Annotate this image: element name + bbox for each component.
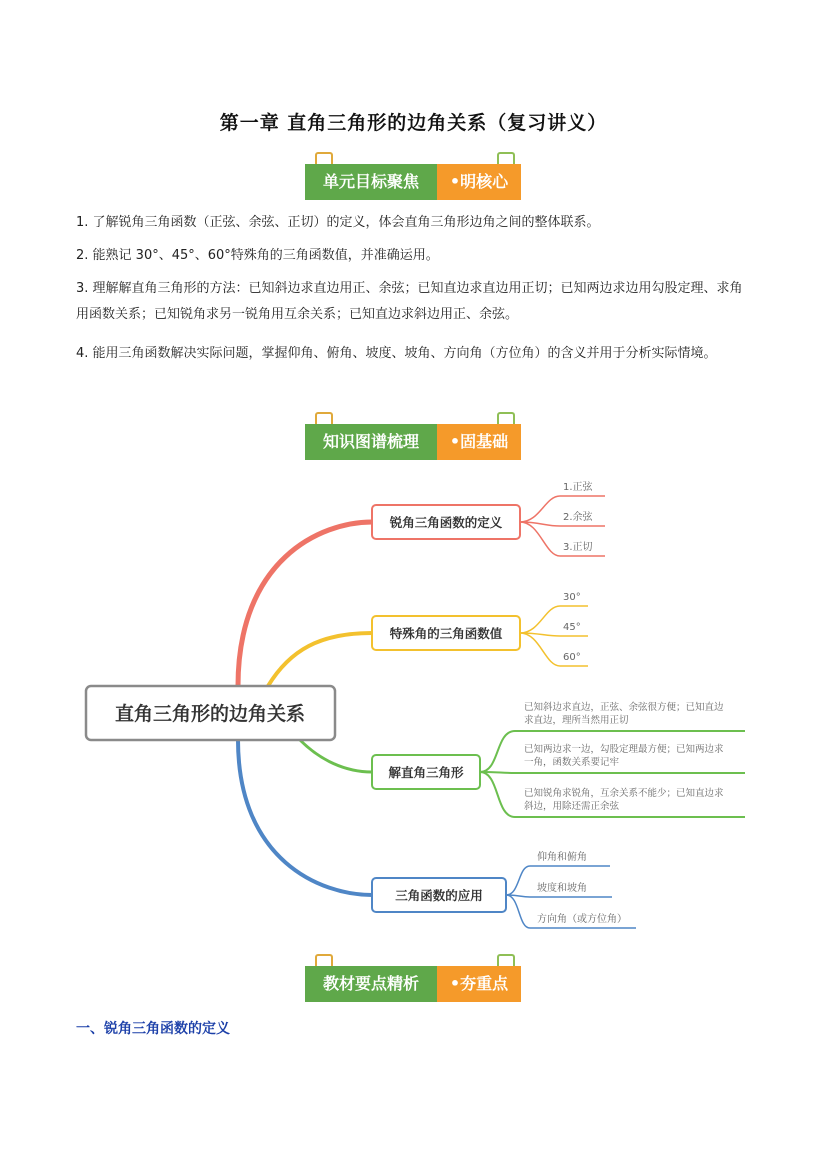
leaf-label: 斜边，用除还需正余弦: [524, 801, 620, 812]
leaf-label: 仰角和俯角: [537, 852, 587, 863]
mind-map: [0, 470, 827, 940]
banner-knowledge-map: [305, 424, 521, 460]
leaf-label: 一角，函数关系要记牢: [524, 757, 620, 768]
leaf-label: 2.余弦: [563, 512, 593, 523]
branch-node-label: 锐角三角函数的定义: [389, 515, 503, 530]
page-title: 第一章 直角三角形的边角关系（复习讲义）: [219, 112, 608, 134]
banner-main-label: 单元目标聚焦: [305, 164, 437, 200]
goal-item-4: 4. 能用三角函数解决实际问题，掌握仰角、俯角、坡度、坡角、方向角（方位角）的含义并用于分析实际情境。: [76, 346, 717, 361]
banner-tag-label: •明核心: [437, 164, 521, 200]
branch-line-solve: [300, 740, 372, 772]
leaf-label: 1.正弦: [563, 482, 593, 493]
leaf-label: 3.正切: [563, 542, 593, 553]
leaf-label: 坡度和坡角: [537, 883, 587, 894]
branch-line-application: [238, 740, 372, 895]
branch-node-label: 解直角三角形: [388, 765, 464, 780]
branch-node-label: 三角函数的应用: [395, 888, 483, 903]
banner-main-label: 知识图谱梳理: [305, 424, 437, 460]
leaf-label: 45°: [563, 622, 581, 633]
leaf-label: 已知锐角求锐角，互余关系不能少；已知直边求: [524, 788, 724, 799]
banner-tag-label: •固基础: [437, 424, 521, 460]
banner-main-label: 教材要点精析: [305, 966, 437, 1002]
banner-key-points: [305, 966, 521, 1002]
leaf-label: 已知斜边求直边，正弦、余弦很方便；已知直边: [524, 702, 724, 713]
banner-tag-label: •夯重点: [437, 966, 521, 1002]
branch-node-label: 特殊角的三角函数值: [389, 626, 503, 641]
leaf-label: 60°: [563, 652, 581, 663]
banner-unit-goals: [305, 164, 521, 200]
goal-item-2: 2. 能熟记 30°、45°、60°特殊角的三角函数值，并准确运用。: [76, 248, 439, 263]
branch-line-special-values: [268, 633, 372, 686]
leaf-label: 方向角（或方位角）: [537, 914, 627, 925]
goal-item-3: 3. 理解解直角三角形的方法：已知斜边求直边用正、余弦；已知直边求直边用正切；已知两边求边用勾股定理、求角用函数关系；已知锐角求另一锐角用互余关系；已知直边求斜边用正、余弦。: [76, 281, 743, 322]
leaf-label: 求直边，理所当然用正切: [524, 715, 629, 726]
goal-item-1: 1. 了解锐角三角函数（正弦、余弦、正切）的定义，体会直角三角形边角之间的整体联系。: [76, 215, 600, 230]
branch-line-definition: [238, 522, 372, 686]
section-heading: 一、锐角三角函数的定义: [76, 1021, 230, 1037]
leaf-label: 30°: [563, 592, 581, 603]
center-node-label: 直角三角形的边角关系: [114, 703, 306, 725]
leaf-label: 已知两边求一边，勾股定理最方便；已知两边求: [524, 744, 724, 755]
